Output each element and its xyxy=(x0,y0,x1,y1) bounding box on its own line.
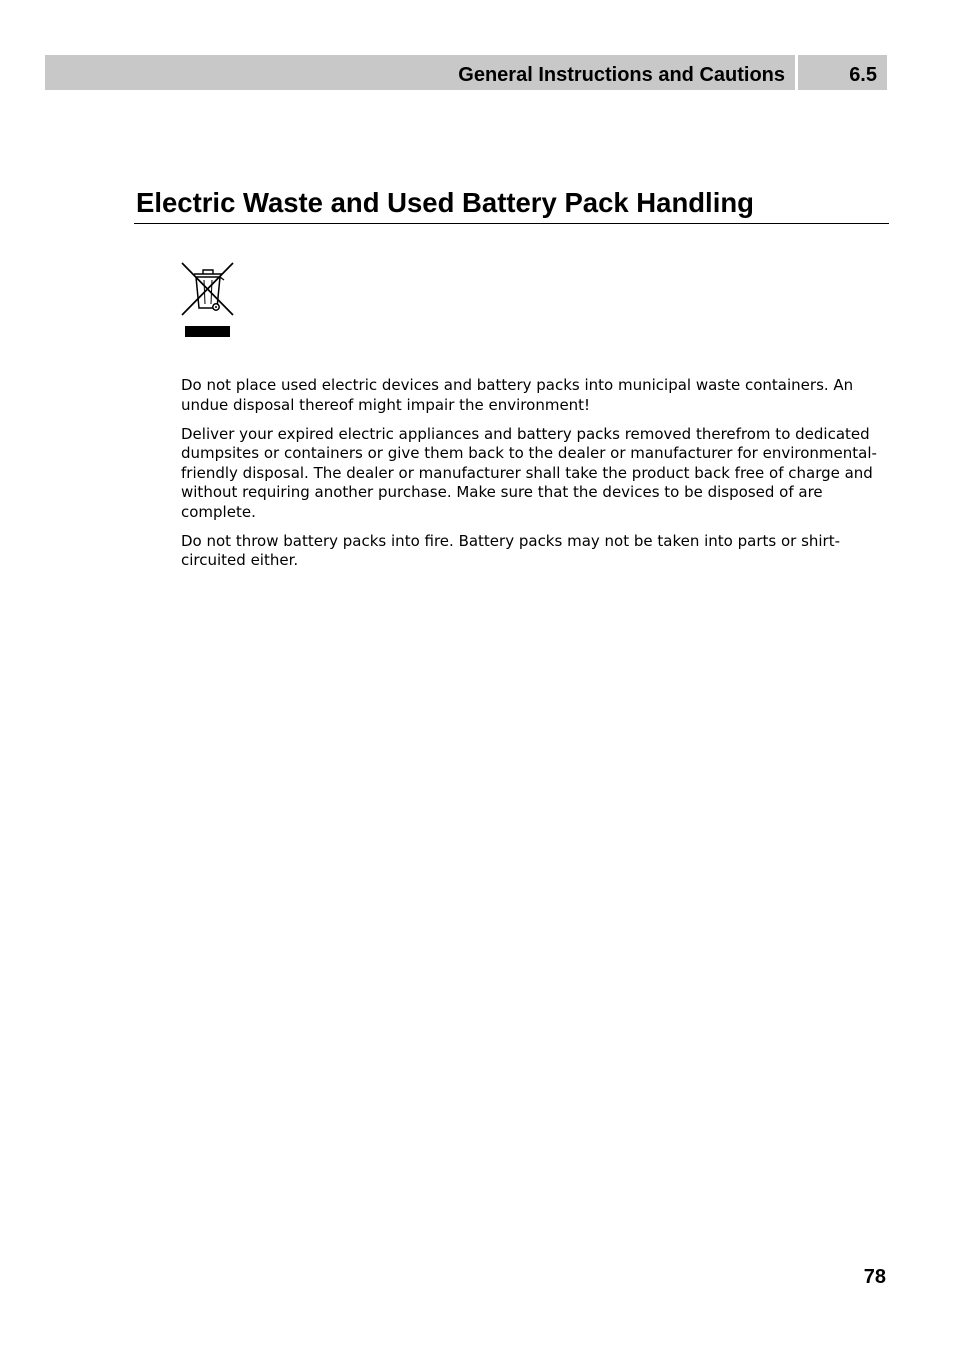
section-number: 6.5 xyxy=(849,64,877,86)
title-underline-divider xyxy=(134,223,889,224)
section-header-title: General Instructions and Cautions xyxy=(458,64,785,86)
page-title: Electric Waste and Used Battery Pack Handling xyxy=(136,187,754,218)
section-header-bar xyxy=(45,55,795,90)
paragraph: Do not place used electric devices and battery packs into municipal waste containers. An undue disposal thereof might impair the environment! xyxy=(181,376,854,414)
section-number-box xyxy=(798,55,887,90)
paragraph: Deliver your expired electric appliances and battery packs removed therefrom to dedicated dumpsites or containers or give them back to the dealer or manufacturer for environmental-friendly disposal. The dealer or manufacturer shall take the product back free of charge and without requiring another purchase. Make sure that the devices to be disposed of are complete. xyxy=(181,424,877,521)
page-number: 78 xyxy=(863,1266,886,1288)
body-text xyxy=(181,376,891,580)
crossed-out-wheelie-bin-icon xyxy=(180,260,236,340)
paragraph: Do not throw battery packs into fire. Battery packs may not be taken into parts or shirt-circuited either. xyxy=(181,531,841,569)
